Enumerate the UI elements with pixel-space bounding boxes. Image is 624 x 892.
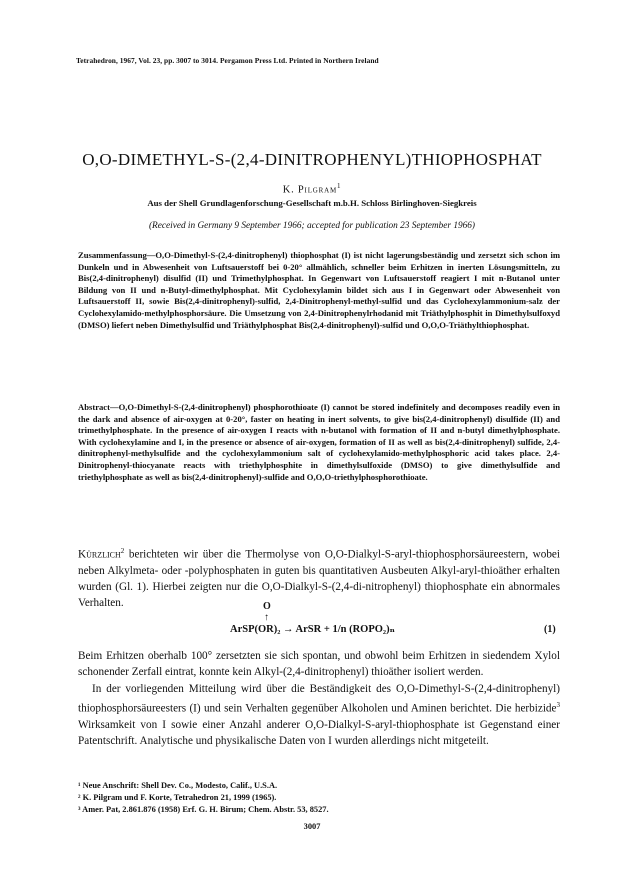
footnote-1: ¹ Neue Anschrift: Shell Dev. Co., Modesto, Calif., U.S.A. — [78, 781, 278, 790]
footnotes — [78, 780, 558, 816]
footnote-2: ² K. Pilgram und F. Korte, Tetrahedron 21, 1999 (1965). — [78, 793, 277, 802]
reference-mark-2: 2 — [120, 547, 125, 555]
author-footnote-mark: 1 — [336, 182, 342, 190]
paragraph-1-text: berichteten wir über die Thermolyse von O,O-Dialkyl-S-aryl-thiophosphorsäureestern, wobei neben Alkylmeta- oder -polyphosphaten in guten bis quantitativen Ausbeuten Alkyl-aryl-thioäther erhalten wurden (Gl. 1). Hierbei zeigten nur die O,O-Dialkyl-S-(2,4-di-nitrophenyl) thiophosphate ein abnormales Verhalten. — [78, 548, 560, 609]
abstract-german-text: —O,O-Dimethyl-S-(2,4-dinitrophenyl) thiophosphat (I) ist nicht lagerungsbeständig und zersetzt sich schon im Dunkeln und in Abwesenheit von Luftsauerstoff bei 0-20° allmählich, schneller beim Erhitzen in inerten Lösungsmitteln, zu Bis(2,4-dinitrophenyl) disulfid (II) und Trimethylphosphat. In Gegenwart von Luftsauerstoff reagiert I mit n-Butanol unter Bildung von II und n-Butyl-dimethylphosphat. Mit Cyclohexylamin bildet sich aus I in Gegenwart oder Abwesenheit von Luftsauerstoff II, sowie Bis(2,4-dinitrophenyl)-sulfid, 2,4-Dinitrophenyl-methyl-sulfid und das Cyclohexylammonium-salz der Cyclohexylamido-methylphosphorsäure. Die Umsetzung von 2,4-Dinitrophenylrhodanid mit Triäthylphosphit in Dimethylsulfoxyd (DMSO) liefert neben Dimethylsulfid und Triäthylphosphat Bis(2,4-dinitrophenyl)-sulfid und O,O,O-Triäthylthiophosphat. — [78, 250, 560, 330]
page-number: 3007 — [303, 822, 321, 831]
equation-formula: ArSP(OR)₂ → ArSR + 1/n (ROPO₂)ₙ — [230, 624, 396, 635]
abstract-english — [78, 402, 560, 483]
equation-number: (1) — [544, 624, 556, 635]
author-name: K. Pilgram — [282, 184, 337, 196]
affiliation: Aus der Shell Grundlagenforschung-Gesellschaft m.b.H. Schloss Birlinghoven-Siegkreis — [147, 198, 477, 208]
journal-header: Tetrahedron, 1967, Vol. 23, pp. 3007 to 3014. Pergamon Press Ltd. Printed in Northern Ireland — [76, 56, 379, 65]
abstract-german-label: Zusammenfassung — [78, 250, 147, 260]
equation-oxygen: O — [263, 601, 271, 612]
equation-double-bond-arrow: ↑ — [264, 612, 269, 623]
abstract-german — [78, 250, 560, 331]
lead-word: Kürzlich — [78, 548, 121, 561]
equation-1 — [0, 601, 624, 645]
received-dates: (Received in Germany 9 September 1966; accepted for publication 23 September 1966) — [148, 221, 476, 231]
reference-mark-3: 3 — [556, 701, 560, 709]
footnote-3: ³ Amer. Pat, 2.861.876 (1958) Erf. G. H. Birum; Chem. Abstr. 53, 8527. — [78, 805, 329, 814]
body-paragraph-3 — [78, 681, 560, 749]
body-paragraph-2: Beim Erhitzen oberhalb 100° zersetzten sie sich spontan, und obwohl beim Erhitzen in siedendem Xylol schonender Zerfall eintrat, konnte kein Alkyl-(2,4-dinitrophenyl) thioäther isoliert werden. — [78, 650, 560, 678]
abstract-english-label: Abstract — [78, 402, 110, 412]
paragraph-3-text-a: In der vorliegenden Mitteilung wird über die Beständigkeit des O,O-Dimethyl-S-(2,4-dinitrophenyl) thiophosphorsäureesters (I) und sein Verhalten gegenüber Alkoholen und Aminen berichtet. Die herbizide — [78, 683, 560, 715]
abstract-english-text: —O,O-Dimethyl-S-(2,4-dinitrophenyl) phosphorothioate (I) cannot be stored indefinitely and decomposes readily even in the dark and absence of air-oxygen at 0-20°, faster on heating in inert solvents, to give bis(2,4-dinitrophenyl) disulfide (II) and trimethylphosphate. In the presence of air-oxygen I reacts with n-butanol with formation of II and n-butyl dimethylphosphate. With cyclohexylamine and I, in the presence or absence of air-oxygen, formation of II as well as bis(2,4-dinitrophenyl) sulfide, 2,4-dinitrophenyl-methylsulfide and the cyclohexylammonium salt of cyclohexylamido-methylphosphoric acid takes place. 2,4-Dinitrophenyl-thiocyanate reacts with triethylphosphite in dimethylsulfoxide (DMSO) to give dimethylsulfide and triethylphosphate as well as bis(2,4-dinitrophenyl)-sulfide and O,O,O-triethylphosphorothioate. — [78, 402, 560, 482]
paragraph-3-text-b: Wirksamkeit von I sowie einer Anzahl anderer O,O-Dialkyl-S-aryl-thiophosphate ist Gegenstand einer Patentschrift. Analytische und physikalische Daten von I wurden allerdings nicht mitgeteilt. — [78, 718, 560, 747]
author-line — [0, 182, 624, 196]
paper-title: O,O-DIMETHYL-S-(2,4-DINITROPHENYL)THIOPHOSPHAT — [82, 150, 542, 169]
